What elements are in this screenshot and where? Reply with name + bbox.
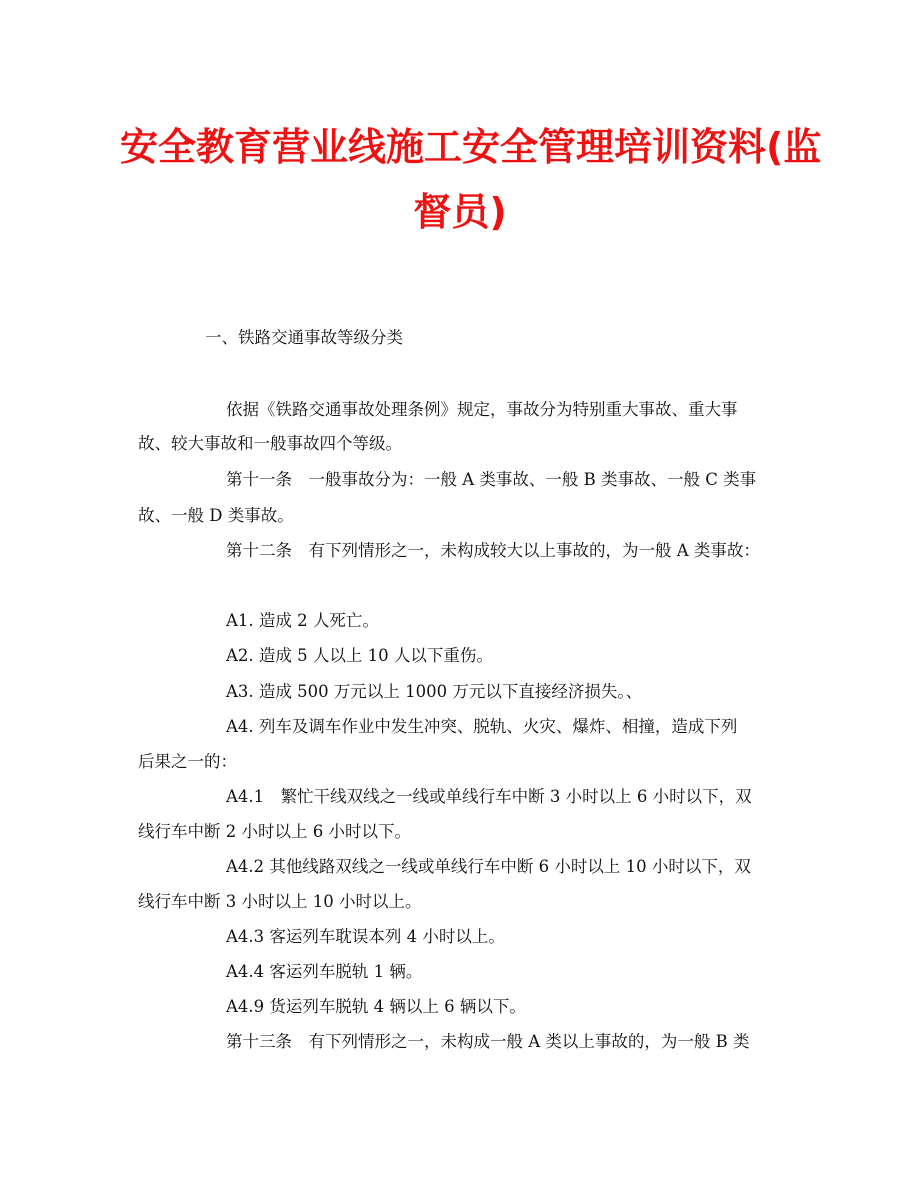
list-item: A4.1 繁忙干线双线之一线或单线行车中断 3 小时以上 6 小时以下，双	[226, 787, 752, 806]
list-item: A4.2 其他线路双线之一线或单线行车中断 6 小时以上 10 小时以下，双	[226, 857, 751, 876]
list-item: A2. 造成 5 人以上 10 人以下重伤。	[226, 646, 493, 665]
paragraph-line: 故、较大事故和一般事故四个等级。	[138, 434, 402, 453]
paragraph-line: 第十一条 一般事故分为：一般 A 类事故、一般 B 类事故、一般 C 类事	[226, 470, 757, 489]
document-title-line-1: 安全教育营业线施工安全管理培训资料(监	[120, 125, 822, 169]
document-title-line-2: 督员)	[413, 190, 507, 234]
list-item: A1. 造成 2 人死亡。	[226, 611, 379, 630]
section-heading: 一、铁路交通事故等级分类	[205, 328, 403, 347]
list-item: 线行车中断 3 小时以上 10 小时以上。	[138, 892, 422, 911]
list-item: A4.4 客运列车脱轨 1 辆。	[226, 962, 423, 981]
paragraph-line: 第十二条 有下列情形之一，未构成较大以上事故的，为一般 A 类事故：	[226, 541, 760, 560]
list-item: A4.3 客运列车耽误本列 4 小时以上。	[226, 927, 505, 946]
list-item: A4.9 货运列车脱轨 4 辆以上 6 辆以下。	[226, 997, 526, 1016]
list-item: A3. 造成 500 万元以上 1000 万元以下直接经济损失。、	[226, 682, 643, 701]
paragraph-line: 依据《铁路交通事故处理条例》规定，事故分为特别重大事故、重大事	[226, 400, 738, 419]
list-item: 后果之一的：	[138, 752, 237, 771]
paragraph-line: 故、一般 D 类事故。	[138, 506, 294, 525]
list-item: 线行车中断 2 小时以上 6 小时以下。	[138, 822, 411, 841]
list-item: A4. 列车及调车作业中发生冲突、脱轨、火灾、爆炸、相撞，造成下列	[226, 717, 738, 736]
paragraph-line: 第十三条 有下列情形之一，未构成一般 A 类以上事故的，为一般 B 类	[226, 1032, 750, 1051]
